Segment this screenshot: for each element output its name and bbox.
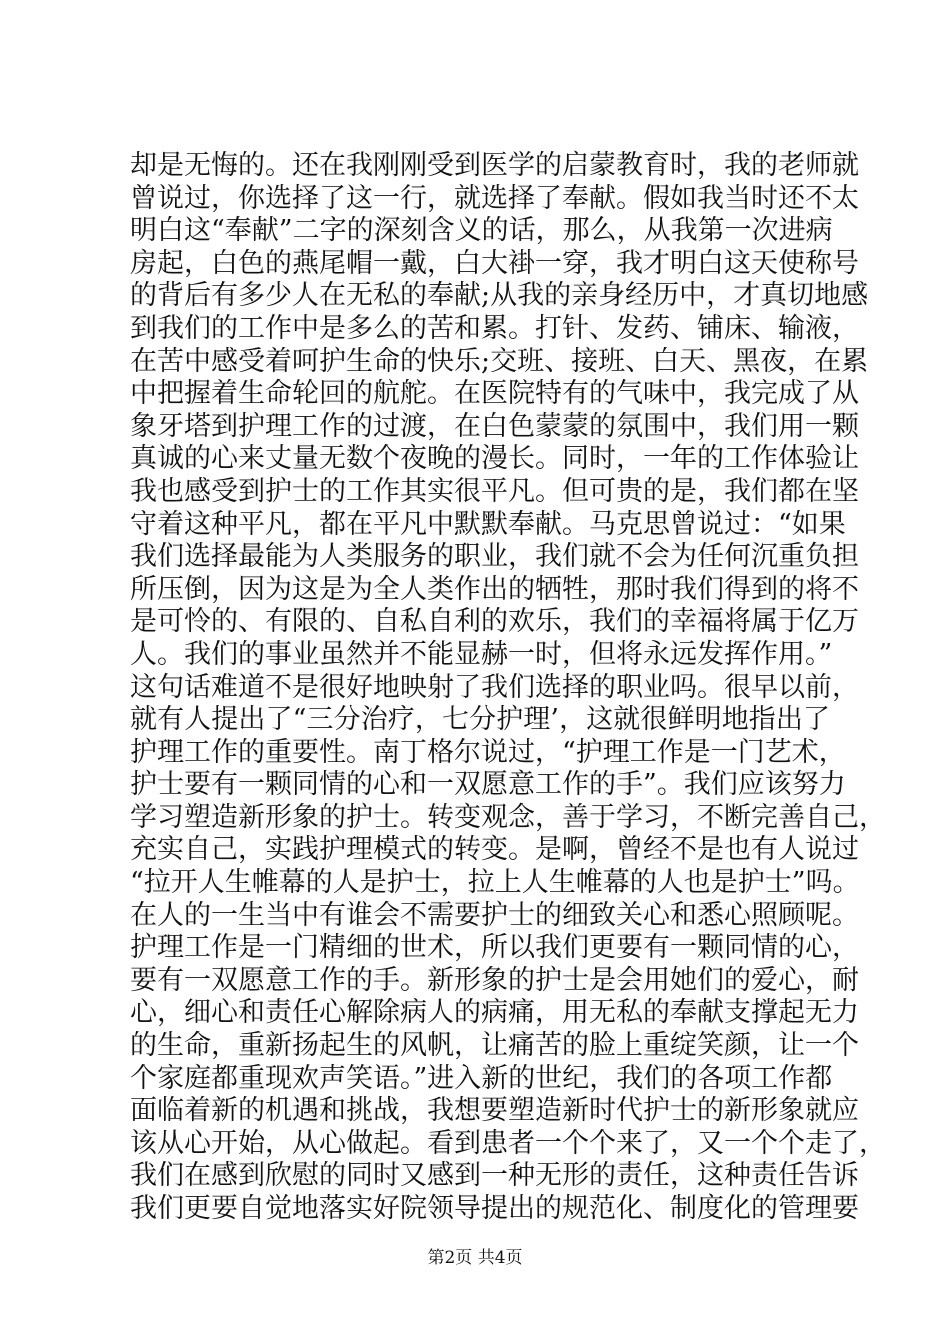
text-line: 的生命，重新扬起生的风帆，让痛苦的脸上重绽笑颜，让一个 (130, 1030, 859, 1062)
text-line: 护理工作的重要性。南丁格尔说过，“护理工作是一门艺术， (130, 736, 846, 768)
text-line: 该从心开始，从心做起。看到患者一个个来了，又一个个走了， (130, 1127, 886, 1159)
page-number-footer: 第2页 共4页 (427, 1248, 523, 1268)
text-line: 面临着新的机遇和挑战，我想要塑造新时代护士的新形象就应 (130, 1095, 859, 1127)
text-line: 守着这种平凡，都在平凡中默默奉献。马克思曾说过：“如果 (130, 508, 846, 540)
text-line: 房起，白色的燕尾帽一戴，白大褂一穿，我才明白这天使称号 (130, 247, 859, 279)
text-line: 护士要有一颗同情的心和一双愿意工作的手”。我们应该努力 (130, 769, 846, 801)
text-line: 就有人提出了“三分治疗，七分护理’，这就很鲜明地指出了 (130, 704, 830, 736)
text-line: 到我们的工作中是多么的苦和累。打针、发药、铺床、输液， (130, 312, 859, 344)
text-line: 人。我们的事业虽然并不能显赫一时，但将永远发挥作用。” (130, 638, 833, 670)
text-line: 在苦中感受着呵护生命的快乐;交班、接班、白天、黑夜，在累 (130, 345, 869, 377)
text-line: 我们在感到欣慰的同时又感到一种无形的责任，这种责任告诉 (130, 1160, 859, 1192)
text-line: 曾说过，你选择了这一行，就选择了奉献。假如我当时还不太 (130, 182, 859, 214)
text-line: 我们选择最能为人类服务的职业，我们就不会为任何沉重负担 (130, 541, 859, 573)
text-line: 在人的一生当中有谁会不需要护士的细致关心和悉心照顾呢。 (130, 899, 859, 931)
text-line: 真诚的心来丈量无数个夜晚的漫长。同时，一年的工作体验让 (130, 443, 859, 475)
text-line: 心，细心和责任心解除病人的病痛，用无私的奉献支撑起无力 (130, 997, 859, 1029)
text-line: 护理工作是一门精细的世术，所以我们更要有一颗同情的心， (130, 932, 859, 964)
text-line: 我也感受到护士的工作其实很平凡。但可贵的是，我们都在坚 (130, 475, 859, 507)
text-line: 我们更要自觉地落实好院领导提出的规范化、制度化的管理要 (130, 1193, 859, 1224)
text-line: “拉开人生帷幕的人是护士，拉上人生帷幕的人也是护士”吗。 (130, 867, 860, 899)
text-line: 要有一双愿意工作的手。新形象的护士是会用她们的爱心，耐 (130, 964, 859, 996)
text-line: 象牙塔到护理工作的过渡，在白色蒙蒙的氛围中，我们用一颗 (130, 410, 859, 442)
text-line: 充实自己，实践护理模式的转变。是啊，曾经不是也有人说过 (130, 834, 859, 866)
text-line: 的背后有多少人在无私的奉献;从我的亲身经历中，才真切地感 (130, 280, 869, 312)
text-line: 这句话难道不是很好地映射了我们选择的职业吗。很早以前， (130, 671, 859, 703)
text-line: 所压倒，因为这是为全人类作出的牺牲，那时我们得到的将不 (130, 573, 859, 605)
body-paragraph (130, 150, 886, 1226)
text-line: 是可怜的、有限的、自私自利的欢乐，我们的幸福将属于亿万 (130, 606, 859, 638)
text-line: 明白这“奉献”二字的深刻含义的话，那么，从我第一次进病 (130, 215, 833, 247)
text-line: 却是无悔的。还在我刚刚受到医学的启蒙教育时，我的老师就 (130, 150, 859, 181)
text-line: 中把握着生命轮回的航舵。在医院特有的气味中，我完成了从 (130, 378, 859, 410)
text-line: 个家庭都重现欢声笑语。”进入新的世纪，我们的各项工作都 (130, 1062, 833, 1094)
text-line: 学习塑造新形象的护士。转变观念，善于学习，不断完善自己， (130, 801, 886, 833)
